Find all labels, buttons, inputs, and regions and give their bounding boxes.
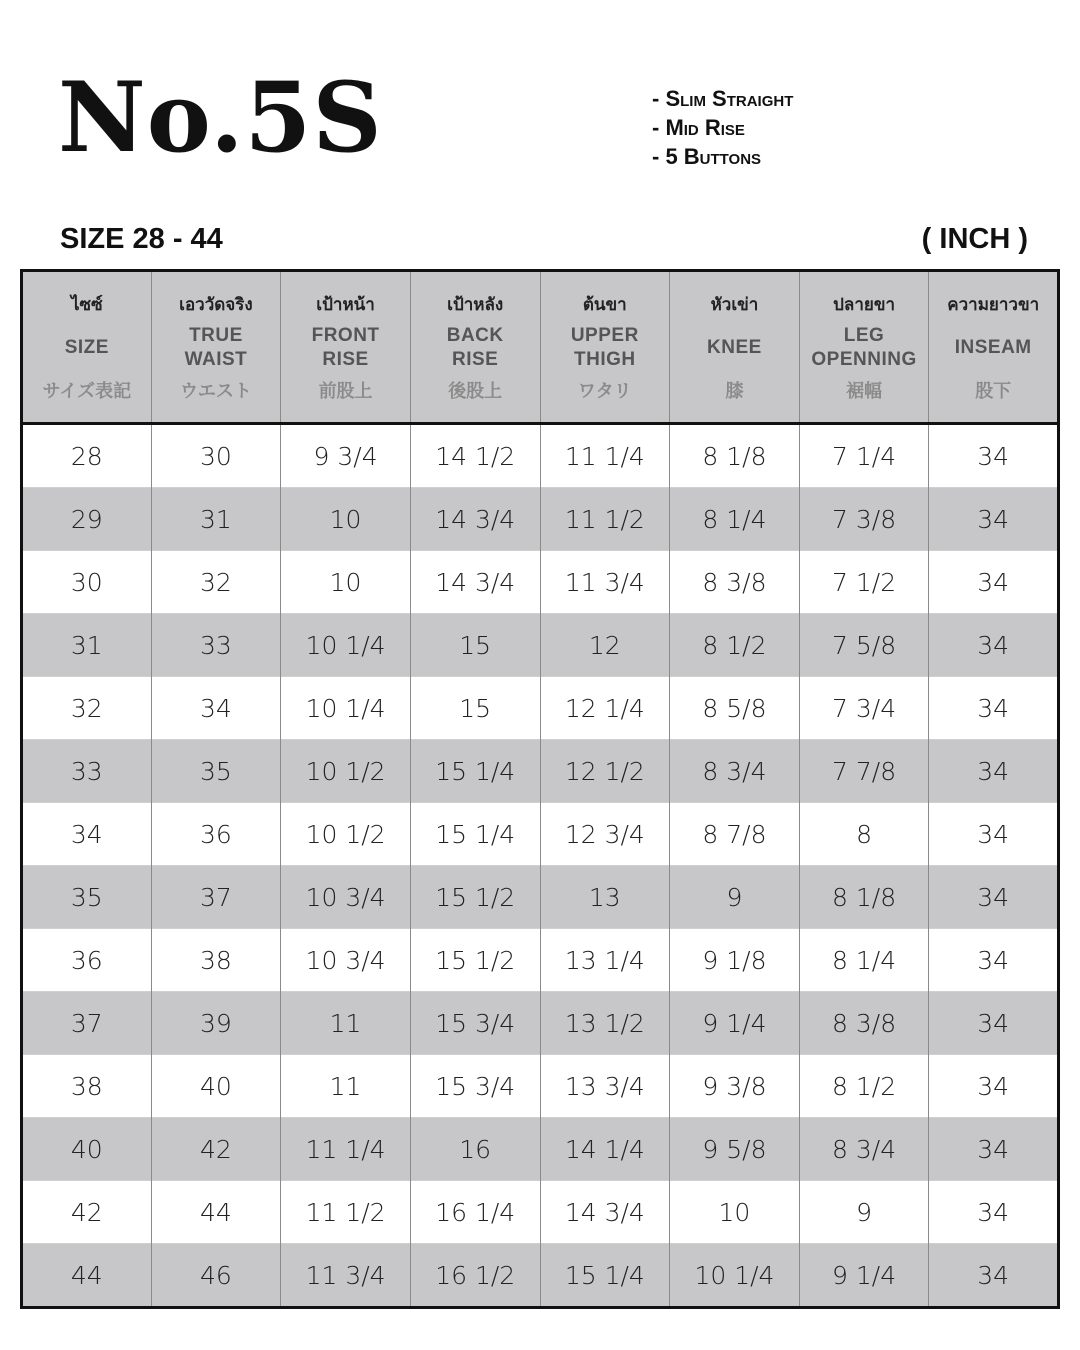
table-cell: 34: [929, 1244, 1059, 1308]
table-cell: 13 1/2: [540, 992, 670, 1055]
table-cell: 7 1/4: [799, 424, 929, 488]
table-row: [22, 803, 1059, 866]
column-header: [929, 271, 1059, 424]
table-cell: 8 1/2: [670, 614, 800, 677]
table-cell: 39: [151, 992, 281, 1055]
table-cell: 9: [670, 866, 800, 929]
column-header-english: TRUE WAIST: [184, 324, 248, 370]
table-cell: 11 1/2: [281, 1181, 411, 1244]
table-row: [22, 551, 1059, 614]
table-cell: 16: [410, 1118, 540, 1181]
table-cell: 13: [540, 866, 670, 929]
table-cell: 11: [281, 1055, 411, 1118]
column-header-japanese: 股下: [975, 381, 1012, 402]
table-cell: 44: [22, 1244, 152, 1308]
table-cell: 34: [929, 866, 1059, 929]
table-cell: 34: [929, 614, 1059, 677]
column-header-english: FRONT RISE: [311, 324, 380, 370]
header-row: [22, 271, 1059, 424]
table-row: [22, 488, 1059, 551]
table-cell: 42: [22, 1181, 152, 1244]
table-cell: 8 3/4: [670, 740, 800, 803]
table-cell: 12 1/4: [540, 677, 670, 740]
table-cell: 15 1/4: [540, 1244, 670, 1308]
table-cell: 9 1/8: [670, 929, 800, 992]
table-cell: 14 3/4: [410, 488, 540, 551]
size-chart-table: [20, 269, 1060, 1309]
column-header: [799, 271, 929, 424]
table-cell: 40: [151, 1055, 281, 1118]
table-cell: 16 1/4: [410, 1181, 540, 1244]
table-cell: 34: [929, 1181, 1059, 1244]
table-cell: 28: [22, 424, 152, 488]
column-header: [151, 271, 281, 424]
column-header: [540, 271, 670, 424]
column-header-thai: เป้าหลัง: [447, 295, 504, 315]
table-cell: 34: [929, 740, 1059, 803]
column-header-thai: ความยาวขา: [947, 295, 1040, 315]
table-cell: 11 3/4: [540, 551, 670, 614]
table-cell: 8 5/8: [670, 677, 800, 740]
column-header-thai: หัวเข่า: [710, 295, 759, 315]
table-row: [22, 992, 1059, 1055]
table-cell: 7 5/8: [799, 614, 929, 677]
table-cell: 33: [151, 614, 281, 677]
table-body: [22, 424, 1059, 1308]
column-header-thai: ไซซ์: [70, 295, 103, 315]
column-header-english: UPPER THIGH: [570, 324, 639, 370]
table-cell: 10 1/4: [281, 614, 411, 677]
table-cell: 34: [929, 929, 1059, 992]
column-header-japanese: 裾幅: [846, 381, 883, 402]
table-cell: 29: [22, 488, 152, 551]
feature-item: - Mid Rise: [652, 115, 745, 140]
feature-item: - Slim Straight: [652, 86, 794, 111]
table-cell: 8 7/8: [670, 803, 800, 866]
table-cell: 37: [151, 866, 281, 929]
table-row: [22, 614, 1059, 677]
table-cell: 31: [151, 488, 281, 551]
table-cell: 15: [410, 614, 540, 677]
table-cell: 7 7/8: [799, 740, 929, 803]
table-row: [22, 1118, 1059, 1181]
table-cell: 15 1/4: [410, 803, 540, 866]
table-cell: 8: [799, 803, 929, 866]
table-cell: 11 3/4: [281, 1244, 411, 1308]
table-cell: 9 1/4: [670, 992, 800, 1055]
table-cell: 9 3/8: [670, 1055, 800, 1118]
table-cell: 16 1/2: [410, 1244, 540, 1308]
table-cell: 11 1/4: [281, 1118, 411, 1181]
table-cell: 30: [151, 424, 281, 488]
column-header: [410, 271, 540, 424]
column-header-english: INSEAM: [954, 336, 1032, 358]
table-cell: 36: [151, 803, 281, 866]
table-cell: 12 1/2: [540, 740, 670, 803]
table-cell: 7 1/2: [799, 551, 929, 614]
table-cell: 44: [151, 1181, 281, 1244]
unit-label: ( INCH ): [921, 223, 1028, 255]
table-cell: 15 1/2: [410, 866, 540, 929]
table-cell: 38: [151, 929, 281, 992]
size-range-label: SIZE 28 - 44: [60, 223, 223, 255]
table-cell: 32: [151, 551, 281, 614]
table-cell: 40: [22, 1118, 152, 1181]
column-header-english: KNEE: [707, 336, 762, 358]
table-cell: 14 3/4: [540, 1181, 670, 1244]
table-cell: 35: [151, 740, 281, 803]
table-cell: 15 1/2: [410, 929, 540, 992]
table-cell: 12 3/4: [540, 803, 670, 866]
table-cell: 37: [22, 992, 152, 1055]
table-cell: 38: [22, 1055, 152, 1118]
table-cell: 36: [22, 929, 152, 992]
table-cell: 7 3/4: [799, 677, 929, 740]
table-cell: 7 3/8: [799, 488, 929, 551]
table-row: [22, 740, 1059, 803]
table-row: [22, 1055, 1059, 1118]
table-cell: 10 3/4: [281, 929, 411, 992]
table-cell: 34: [22, 803, 152, 866]
table-row: [22, 1244, 1059, 1308]
column-header-thai: ปลายขา: [833, 295, 895, 315]
table-cell: 15 3/4: [410, 992, 540, 1055]
table-cell: 11 1/2: [540, 488, 670, 551]
table-cell: 42: [151, 1118, 281, 1181]
table-cell: 9 3/4: [281, 424, 411, 488]
column-header-japanese: 前股上: [318, 381, 373, 402]
table-row: [22, 424, 1059, 488]
table-cell: 8 3/8: [799, 992, 929, 1055]
table-cell: 8 1/4: [799, 929, 929, 992]
table-cell: 30: [22, 551, 152, 614]
table-cell: 11 1/4: [540, 424, 670, 488]
column-header-japanese: 後股上: [448, 381, 503, 402]
table-cell: 33: [22, 740, 152, 803]
table-cell: 14 3/4: [410, 551, 540, 614]
feature-list: [652, 84, 793, 171]
table-cell: 12: [540, 614, 670, 677]
table-cell: 32: [22, 677, 152, 740]
table-cell: 11: [281, 992, 411, 1055]
table-cell: 31: [22, 614, 152, 677]
column-header: [281, 271, 411, 424]
table-cell: 34: [929, 551, 1059, 614]
column-header: [22, 271, 152, 424]
table-cell: 34: [929, 488, 1059, 551]
table-cell: 34: [929, 1055, 1059, 1118]
table-cell: 35: [22, 866, 152, 929]
column-header-english: SIZE: [64, 336, 109, 358]
table-cell: 8 1/4: [670, 488, 800, 551]
table-cell: 34: [929, 677, 1059, 740]
table-cell: 15 3/4: [410, 1055, 540, 1118]
column-header-japanese: ワタリ: [577, 381, 632, 402]
table-cell: 14 1/2: [410, 424, 540, 488]
table-cell: 10 1/4: [281, 677, 411, 740]
table-row: [22, 866, 1059, 929]
table-cell: 34: [929, 1118, 1059, 1181]
table-cell: 15 1/4: [410, 740, 540, 803]
table-row: [22, 929, 1059, 992]
table-cell: 34: [929, 424, 1059, 488]
column-header-japanese: 膝: [725, 381, 744, 402]
column-header-japanese: サイズ表記: [42, 381, 132, 402]
column-header-english: BACK RISE: [446, 324, 504, 370]
feature-item: - 5 Buttons: [652, 144, 762, 169]
table-cell: 10 1/2: [281, 803, 411, 866]
table-cell: 34: [929, 803, 1059, 866]
table-cell: 15: [410, 677, 540, 740]
table-row: [22, 1181, 1059, 1244]
table-cell: 8 1/8: [670, 424, 800, 488]
table-cell: 10: [281, 551, 411, 614]
table-cell: 8 3/8: [670, 551, 800, 614]
table-cell: 13 3/4: [540, 1055, 670, 1118]
table-cell: 9: [799, 1181, 929, 1244]
table-cell: 8 3/4: [799, 1118, 929, 1181]
table-cell: 10: [670, 1181, 800, 1244]
table-cell: 9 1/4: [799, 1244, 929, 1308]
column-header: [670, 271, 800, 424]
table-cell: 9 5/8: [670, 1118, 800, 1181]
table-cell: 10: [281, 488, 411, 551]
table-cell: 34: [151, 677, 281, 740]
column-header-english: LEG OPENNING: [811, 324, 917, 370]
table-cell: 10 1/2: [281, 740, 411, 803]
table-cell: 34: [929, 992, 1059, 1055]
column-header-japanese: ウエスト: [179, 381, 252, 402]
table-cell: 10 1/4: [670, 1244, 800, 1308]
model-title: No.5S: [58, 61, 383, 174]
column-header-thai: เป้าหน้า: [316, 295, 375, 315]
table-cell: 13 1/4: [540, 929, 670, 992]
table-cell: 8 1/2: [799, 1055, 929, 1118]
column-header-thai: ต้นขา: [582, 295, 627, 315]
table-cell: 8 1/8: [799, 866, 929, 929]
table-row: [22, 677, 1059, 740]
table-cell: 46: [151, 1244, 281, 1308]
column-header-thai: เอววัดจริง: [179, 295, 253, 315]
table-cell: 14 1/4: [540, 1118, 670, 1181]
table-cell: 10 3/4: [281, 866, 411, 929]
